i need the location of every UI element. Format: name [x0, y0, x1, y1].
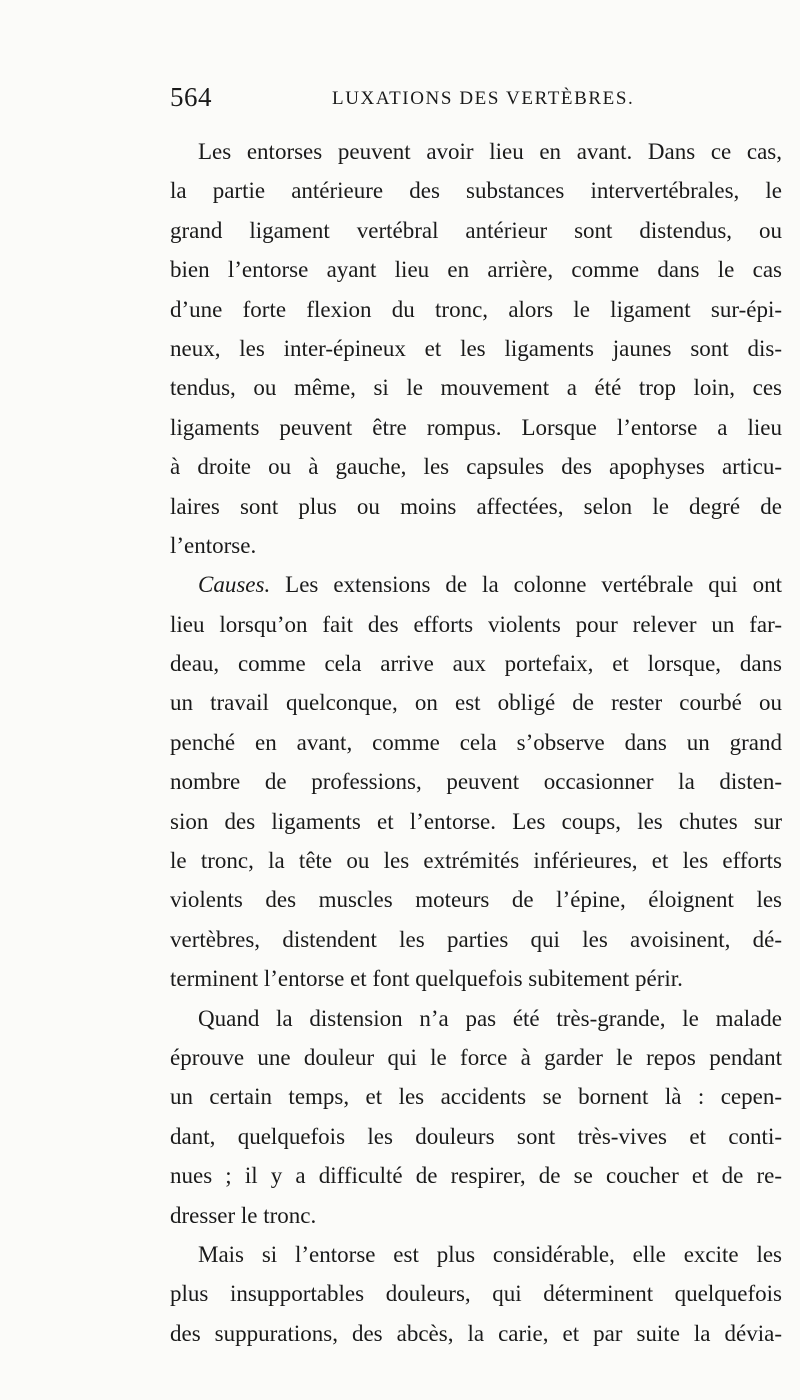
text-line: la partie antérieure des substances intervertébrales, le [170, 178, 782, 204]
text-line: tendus, ou même, si le mouvement a été trop loin, ces [170, 375, 782, 401]
section-heading-causes: Causes. [198, 572, 271, 598]
text-line: dant, quelquefois les douleurs sont très-vives et conti- [170, 1123, 782, 1149]
text-line: ligaments peuvent être rompus. Lorsque l’entorse a lieu [170, 414, 782, 440]
text-line: Quand la distension n’a pas été très-grande, le malade [198, 1005, 782, 1031]
text-line: des suppurations, des abcès, la carie, et par suite la dévia- [170, 1320, 782, 1346]
text-line: violents des muscles moteurs de l’épine, éloignent les [170, 887, 782, 913]
page-number: 564 [170, 82, 212, 112]
text-line: nues ; il y a difficulté de respirer, de se coucher et de re- [170, 1163, 782, 1189]
text-line: un certain temps, et les accidents se bornent là : cepen- [170, 1084, 782, 1110]
body-text [170, 132, 782, 1353]
running-head [170, 82, 782, 122]
text-line: Les entorses peuvent avoir lieu en avant. Dans ce cas, [198, 139, 782, 164]
text-line: neux, les inter-épineux et les ligaments jaunes sont dis- [170, 335, 782, 361]
text-line: plus insupportables douleurs, qui déterminent quelquefois [170, 1281, 782, 1307]
text-line: à droite ou à gauche, les capsules des apophyses articu- [170, 454, 782, 480]
text-line: sion des ligaments et l’entorse. Les coups, les chutes sur [170, 808, 782, 834]
text-line: grand ligament vertébral antérieur sont distendus, ou [170, 217, 782, 243]
text-line: un travail quelconque, on est obligé de rester courbé ou [170, 690, 782, 716]
text-line: deau, comme cela arrive aux portefaix, et lorsque, dans [170, 651, 782, 677]
text-line: Mais si l’entorse est plus considérable, elle excite les [198, 1241, 782, 1267]
text-line: penché en avant, comme cela s’observe dans un grand [170, 729, 782, 755]
text-line: d’une forte flexion du tronc, alors le ligament sur-épi- [170, 296, 782, 322]
text-line: vertèbres, distendent les parties qui les avoisinent, dé- [170, 926, 782, 952]
text-line: nombre de professions, peuvent occasionner la disten- [170, 769, 782, 795]
running-title: LUXATIONS DES VERTÈBRES. [332, 88, 635, 109]
text-line-content: Les extensions de la colonne vertébrale qui ont [285, 572, 783, 598]
text-line: l’entorse. [170, 532, 257, 558]
text-line: bien l’entorse ayant lieu en arrière, comme dans le cas [170, 257, 782, 283]
text-line [170, 565, 782, 604]
text-line: le tronc, la tête ou les extrémités inférieures, et les efforts [170, 848, 782, 874]
text-line: dresser le tronc. [170, 1202, 317, 1228]
text-line: éprouve une douleur qui le force à garder le repos pendant [170, 1044, 782, 1070]
text-line: lieu lorsqu’on fait des efforts violents pour relever un far- [170, 611, 782, 637]
text-line: laires sont plus ou moins affectées, selon le degré de [170, 493, 782, 519]
text-line: terminent l’entorse et font quelquefois subitement périr. [170, 966, 683, 992]
